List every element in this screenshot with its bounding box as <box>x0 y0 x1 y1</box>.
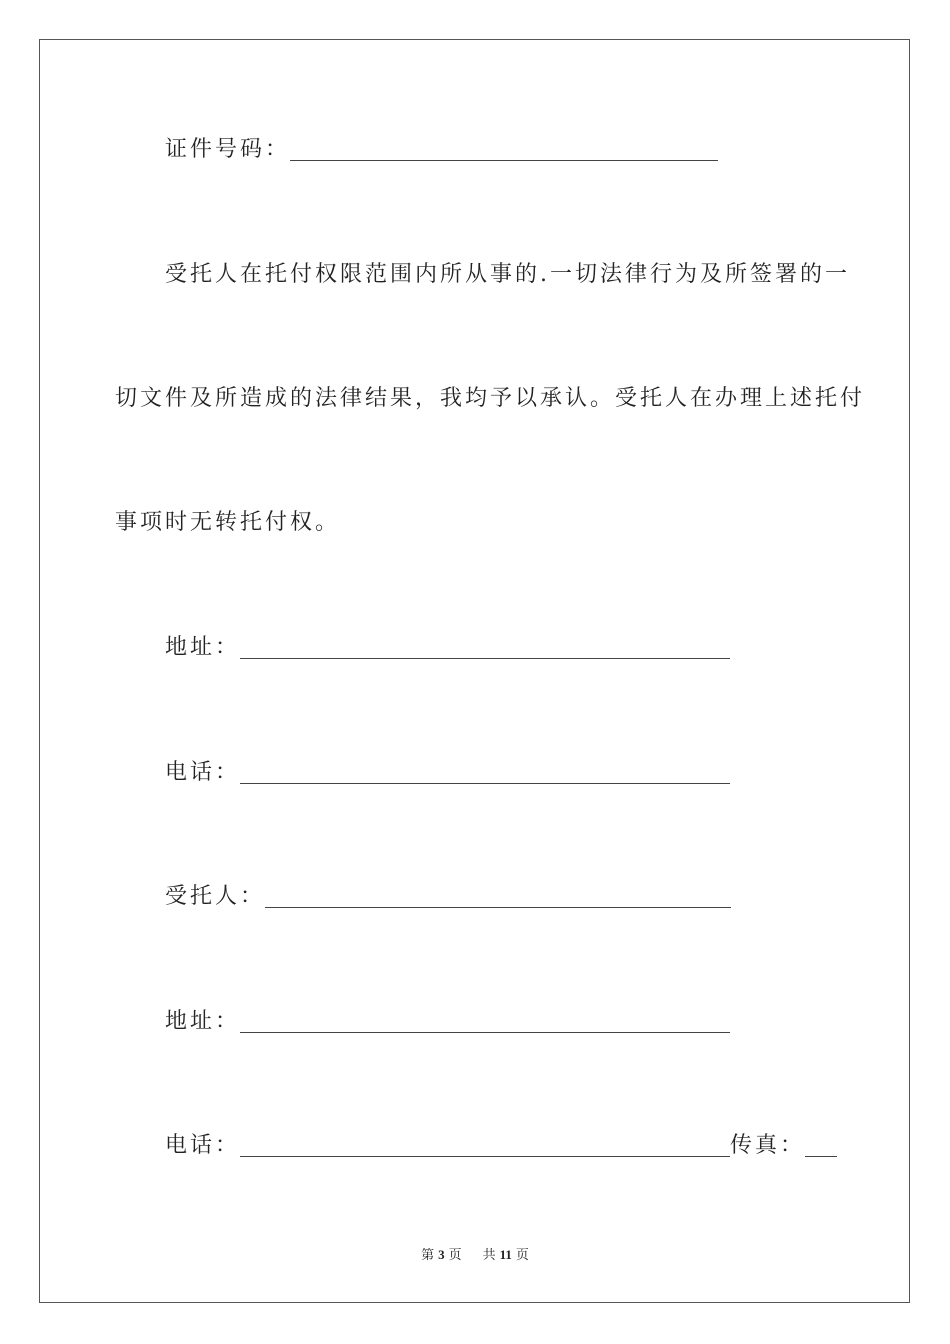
address-field-1 <box>165 633 730 663</box>
fax-blank[interactable] <box>805 1136 837 1157</box>
trustee-label: 受托人： <box>165 884 266 909</box>
phone-blank-2[interactable] <box>240 1136 730 1157</box>
address-field-2 <box>165 1007 730 1037</box>
total-count: 11 <box>499 1247 512 1262</box>
page-total <box>481 1247 531 1262</box>
total-prefix: 共 <box>482 1247 496 1262</box>
total-suffix: 页 <box>515 1247 529 1262</box>
page-footer <box>0 1246 950 1264</box>
paragraph-line-1: 受托人在托付权限范围内所从事的.一切法律行为及所签署的一 <box>165 262 850 287</box>
phone-blank-1[interactable] <box>240 763 730 784</box>
id-number-label: 证件号码： <box>165 137 291 162</box>
trustee-blank[interactable] <box>265 887 731 908</box>
page-prefix: 第 <box>421 1247 435 1262</box>
paragraph-line-2: 切文件及所造成的法律结果，我均予以承认。受托人在办理上述托付 <box>115 386 866 411</box>
address-blank-1[interactable] <box>240 638 730 659</box>
trustee-field <box>165 882 731 912</box>
fax-label: 传真： <box>730 1133 806 1158</box>
phone-field-1 <box>165 758 730 788</box>
page-number <box>419 1247 464 1262</box>
address-blank-2[interactable] <box>240 1012 730 1033</box>
paragraph-line-3: 事项时无转托付权。 <box>115 510 341 535</box>
phone-fax-field <box>165 1131 837 1161</box>
phone-label-1: 电话： <box>165 760 241 785</box>
page-suffix: 页 <box>448 1247 462 1262</box>
address-label-1: 地址： <box>165 635 241 660</box>
id-number-blank[interactable] <box>290 140 718 161</box>
page-border <box>39 39 910 1303</box>
id-number-field <box>165 135 718 165</box>
address-label-2: 地址： <box>165 1009 241 1034</box>
phone-label-2: 电话： <box>165 1133 241 1158</box>
page-current: 3 <box>438 1247 445 1262</box>
